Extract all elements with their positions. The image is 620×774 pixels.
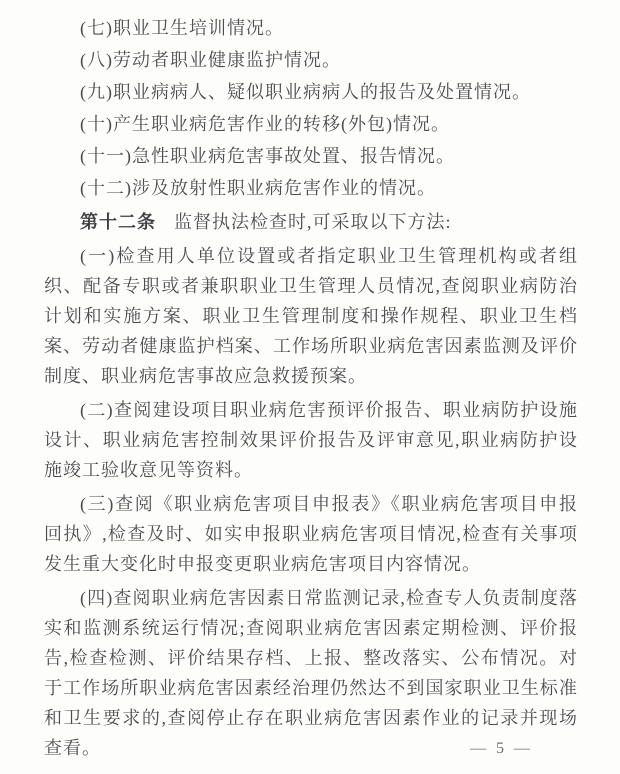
- inspection-item-7: (七)职业卫生培训情况。: [80, 18, 284, 38]
- inspection-item-8: (八)劳动者职业健康监护情况。: [80, 50, 341, 70]
- method-paragraph-1: (一)检查用人单位设置或者指定职业卫生管理机构或者组织、配备专职或者兼职职业卫生管理人员情况,查阅职业病防治计划和实施方案、职业卫生管理制度和操作规程、职业卫生档案、劳动者健康监护档案、工作场所职业病危害因素监测及评价制度、职业病危害事故应急救援预案。: [44, 246, 578, 386]
- inspection-item-11: (十一)急性职业病危害事故处置、报告情况。: [80, 146, 455, 166]
- document-content: [44, 13, 578, 763]
- inspection-item-9: (九)职业病病人、疑似职业病病人的报告及处置情况。: [80, 82, 531, 102]
- method-paragraph-3: (三)查阅《职业病危害项目申报表》《职业病危害项目申报回执》,检查及时、如实申报职业病危害项目情况,检查有关事项发生重大变化时申报变更职业病危害项目内容情况。: [44, 494, 578, 574]
- method-paragraph-4: (四)查阅职业病危害因素日常监测记录,检查专人负责制度落实和监测系统运行情况;查阅职业病危害因素定期检测、评价报告,检查检测、评价结果存档、上报、整改落实、公布情况。对于工作场所职业病危害因素经治理仍然达不到国家职业卫生标准和卫生要求的,查阅停止存在职业病危害因素作业的记录并现场查看。: [44, 588, 578, 758]
- article-12-heading: [44, 207, 578, 237]
- inspection-item-10: (十)产生职业病危害作业的转移(外包)情况。: [80, 114, 450, 134]
- article-intro: 监督执法检查时,可采取以下方法:: [174, 212, 452, 232]
- page-number: — 5 —: [470, 740, 533, 757]
- article-number: 第十二条: [80, 212, 156, 232]
- inspection-item-12: (十二)涉及放射性职业病危害作业的情况。: [80, 178, 436, 198]
- method-paragraph-2: (二)查阅建设项目职业病危害预评价报告、职业病防护设施设计、职业病危害控制效果评价报告及评审意见,职业病防护设施竣工验收意见等资料。: [44, 400, 578, 480]
